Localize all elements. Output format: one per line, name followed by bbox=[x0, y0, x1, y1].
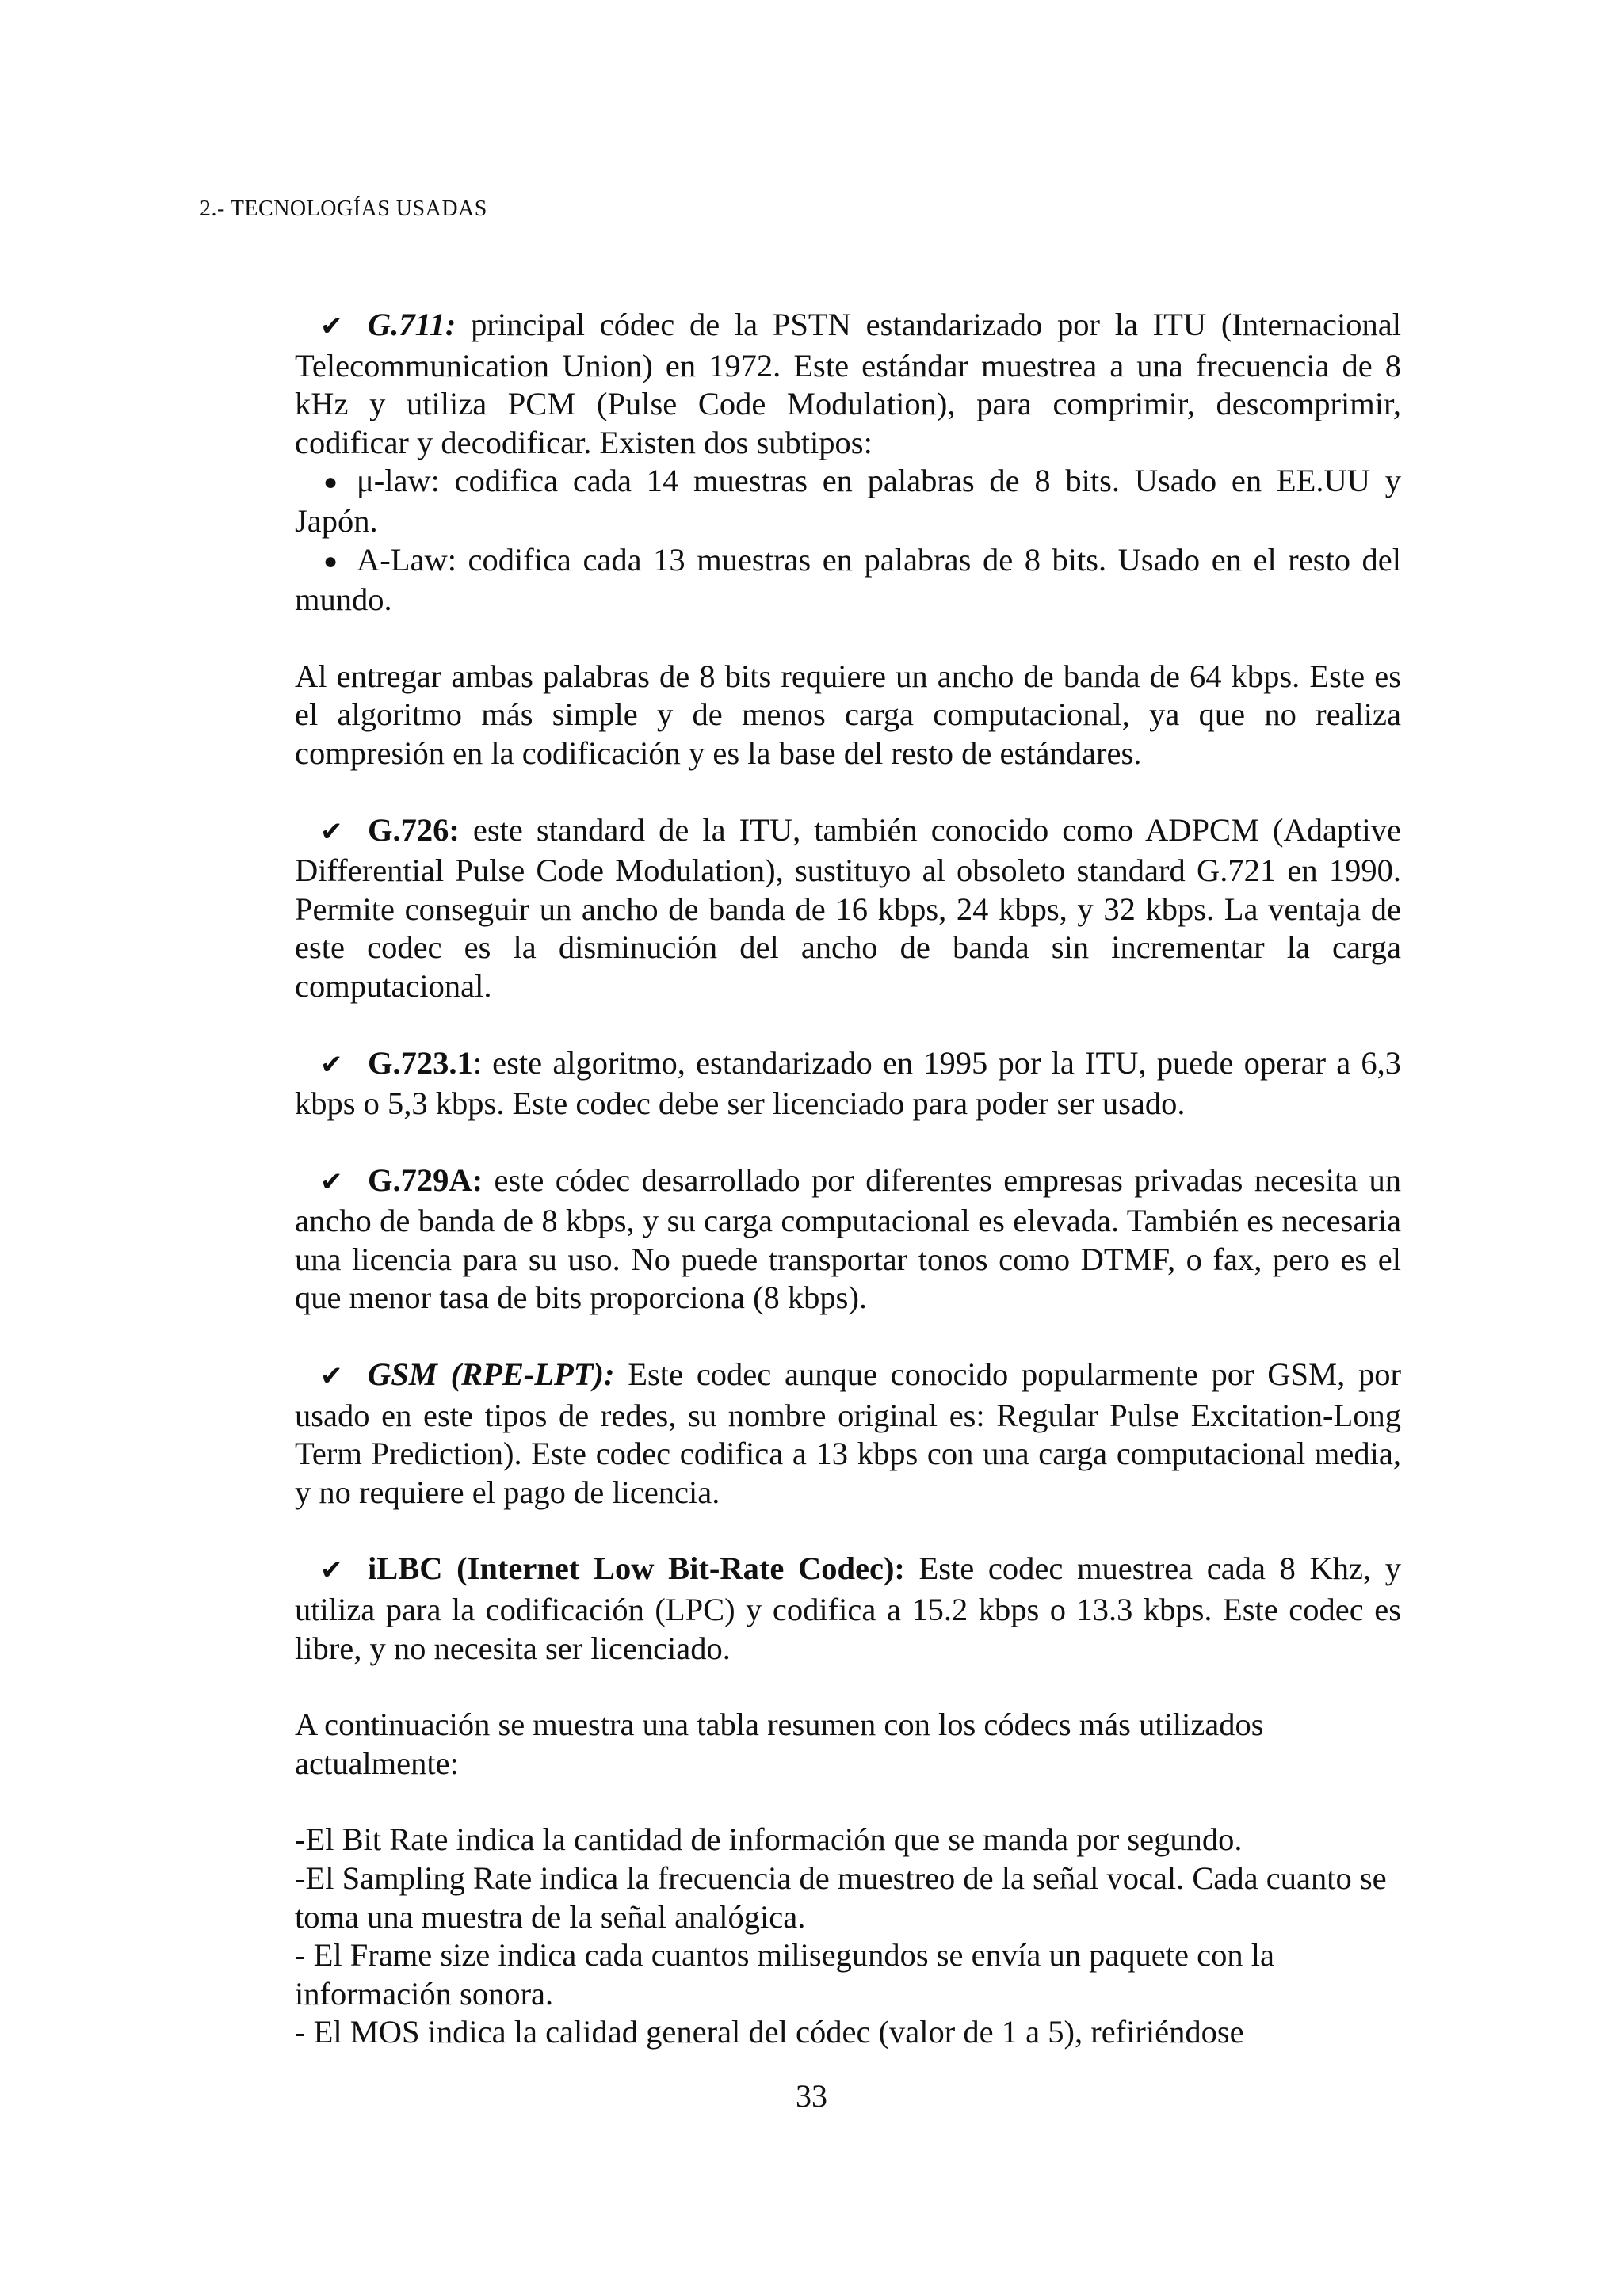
codec-term: G.711: bbox=[368, 307, 456, 342]
running-header: 2.- TECNOLOGÍAS USADAS bbox=[200, 196, 487, 221]
checkmark-icon: ✔ bbox=[320, 817, 343, 847]
codec-description: Este codec aunque conocido popularmente por GSM, por usado en este tipos de redes, su nombre original es: Regular Pulse Excitation-Long Term Prediction). Este codec codifica a 13 kbps con una carga computacional media, y no requiere el pago de licencia. bbox=[295, 1356, 1401, 1510]
subtype-item bbox=[295, 462, 1401, 540]
codec-description: Este codec muestrea cada 8 Khz, y utiliza para la codificación (LPC) y codifica a 15.2 kbps o 13.3 kbps. Este codec es libre, y no necesita ser licenciado. bbox=[295, 1550, 1401, 1666]
checkmark-icon: ✔ bbox=[320, 312, 343, 341]
codec-g726 bbox=[295, 811, 1401, 1006]
checkmark-icon: ✔ bbox=[320, 1556, 343, 1586]
codec-term: G.729A: bbox=[368, 1161, 483, 1198]
codec-g729a bbox=[295, 1161, 1401, 1318]
codec-term: iLBC (Internet Low Bit-Rate Codec): bbox=[368, 1550, 905, 1587]
checkmark-icon: ✔ bbox=[320, 1050, 343, 1080]
definition-item: - El MOS indica la calidad general del códec (valor de 1 a 5), refiriéndose bbox=[295, 2014, 1244, 2050]
codec-term: G.726: bbox=[368, 811, 460, 848]
codec-description: este códec desarrollado por diferentes empresas privadas necesita un ancho de banda de 8 kbps, y su carga computacional es elevada. También es necesaria una licencia para su uso. No puede transportar tonos como DTMF, o fax, pero es el que menor tasa de bits proporciona (8 kbps). bbox=[295, 1161, 1401, 1316]
summary-intro: A continuación se muestra una tabla resumen con los códecs más utilizados actualmente: bbox=[295, 1707, 1264, 1781]
codec-term: GSM (RPE-LPT): bbox=[368, 1356, 615, 1393]
bullet-icon: ● bbox=[323, 547, 338, 574]
checkmark-icon: ✔ bbox=[320, 1362, 343, 1392]
bullet-icon: ● bbox=[323, 469, 338, 496]
subtype-text: μ-law: codifica cada 14 muestras en palabras de 8 bits. Usado en EE.UU y Japón. bbox=[295, 463, 1401, 539]
codec-g711 bbox=[295, 306, 1401, 462]
codec-description: : este algoritmo, estandarizado en 1995 por la ITU, puede operar a 6,3 kbps o 5,3 kbps. Este codec debe ser licenciado para poder ser usado. bbox=[295, 1044, 1401, 1122]
codec-gsm bbox=[295, 1356, 1401, 1512]
codec-term: G.723.1 bbox=[368, 1044, 473, 1081]
subtype-item bbox=[295, 541, 1401, 620]
codec-g7231 bbox=[295, 1044, 1401, 1123]
page-number: 33 bbox=[796, 2078, 827, 2114]
definition-item: - El Frame size indica cada cuantos milisegundos se envía un paquete con la información sonora. bbox=[295, 1937, 1274, 2012]
checkmark-icon: ✔ bbox=[320, 1167, 343, 1197]
g711-note: Al entregar ambas palabras de 8 bits requiere un ancho de banda de 64 kbps. Este es el algoritmo más simple y de menos carga computacional, ya que no realiza compresión en la codificación y es la base del resto de estándares. bbox=[295, 658, 1401, 771]
definition-item: -El Sampling Rate indica la frecuencia de muestreo de la señal vocal. Cada cuanto se toma una muestra de la señal analógica. bbox=[295, 1860, 1387, 1935]
codec-description: este standard de la ITU, también conocido como ADPCM (Adaptive Differential Pulse Code Modulation), sustituyo al obsoleto standard G.721 en 1990. Permite conseguir un ancho de banda de 16 kbps, 24 kbps, y 32 kbps. La ventaja de este codec es la disminución del ancho de banda sin incrementar la carga computacional. bbox=[295, 811, 1401, 1004]
page-body bbox=[295, 306, 1401, 2052]
subtype-text: A-Law: codifica cada 13 muestras en palabras de 8 bits. Usado en el resto del mundo. bbox=[295, 541, 1401, 618]
codec-description: principal códec de la PSTN estandarizado por la ITU (Internacional Telecommunication Union) en 1972. Este estándar muestrea a una frecuencia de 8 kHz y utiliza PCM (Pulse Code Modulation), para comprimir, descomprimir, codificar y decodificar. Existen dos subtipos: bbox=[295, 307, 1401, 460]
definition-item: -El Bit Rate indica la cantidad de información que se manda por segundo. bbox=[295, 1821, 1243, 1858]
codec-ilbc bbox=[295, 1550, 1401, 1668]
